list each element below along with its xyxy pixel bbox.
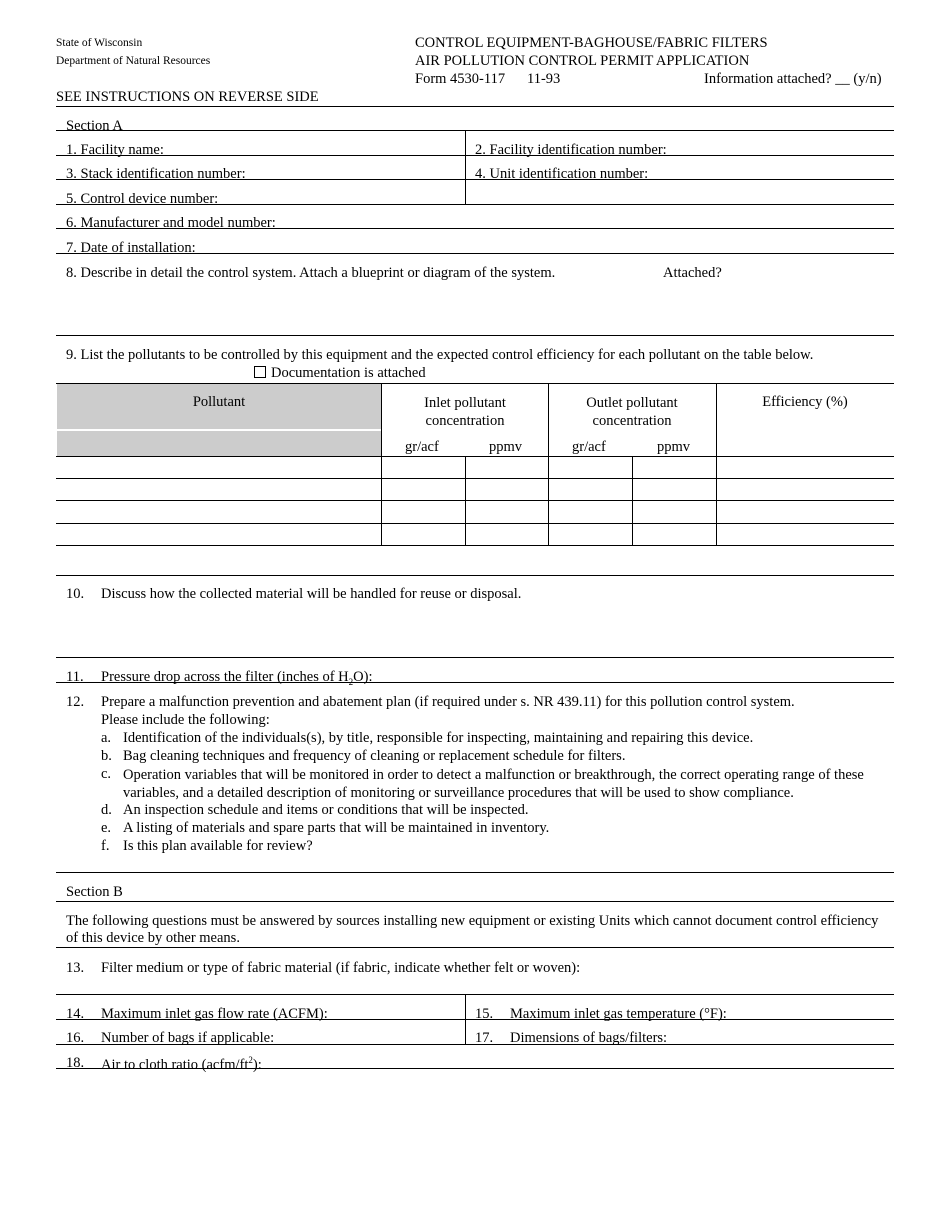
plan-item-c: Operation variables that will be monitored in order to detect a malfunction or breakthrough, the correct operating range of these variables, and a detailed description of monitoring or surveillance procedures that will be used to show compliance. [123,767,864,801]
checkbox-icon [254,366,266,378]
outlet-gr-acf-unit: gr/acf [572,439,606,455]
rule [56,155,894,156]
rule [56,947,894,948]
malfunction-plan-include-label: Please include the following: [101,712,270,728]
rule [56,575,894,576]
plan-item-c-letter: c. [101,766,112,782]
number-of-bags-field[interactable]: Number of bags if applicable: [101,1030,275,1046]
q13-number: 13. [66,960,85,976]
inlet-gr-acf-unit: gr/acf [405,439,439,455]
rule [632,456,633,545]
control-system-description-field[interactable]: 8. Describe in detail the control system. Attach a blueprint or diagram of the system. [66,265,556,281]
q11-number: 11. [66,669,84,685]
malfunction-plan-instructions: Prepare a malfunction prevention and abatement plan (if required under s. NR 439.11) for this pollution control system. [101,694,795,710]
inlet-concentration-header: Inlet pollutant concentration [424,395,506,429]
q18-number: 18. [66,1055,85,1071]
rule [56,1044,894,1045]
form-title: CONTROL EQUIPMENT-BAGHOUSE/FABRIC FILTERS [415,35,768,51]
plan-item-b-letter: b. [101,748,112,764]
pressure-drop-label: Pressure drop across the filter (inches of H [101,669,349,685]
rule [56,682,894,683]
pressure-drop-field[interactable] [101,669,372,687]
rule [56,1068,894,1069]
plan-item-e: A listing of materials and spare parts that will be maintained in inventory. [123,820,550,836]
q16-number: 16. [66,1030,85,1046]
unit-id-field[interactable]: 4. Unit identification number: [475,166,649,182]
efficiency-column-header: Efficiency (%) [762,394,848,410]
rule [465,456,466,545]
outlet-ppmv-unit: ppmv [657,439,691,455]
max-inlet-temperature-field[interactable]: Maximum inlet gas temperature (°F): [510,1006,727,1022]
facility-name-field[interactable]: 1. Facility name: [66,142,164,158]
control-device-number-field[interactable]: 5. Control device number: [66,191,219,207]
air-to-cloth-suffix: ): [252,1056,262,1073]
form-date: 11-93 [527,71,561,87]
rule [56,994,894,995]
manufacturer-model-field[interactable]: 6. Manufacturer and model number: [66,215,276,231]
section-b-intro: The following questions must be answered by sources installing new equipment or existing Units which cannot document control efficiency of this device by other means. [66,913,879,946]
air-to-cloth-label: Air to cloth ratio (acfm/ft [101,1056,249,1073]
instructions-note: SEE INSTRUCTIONS ON REVERSE SIDE [56,89,319,105]
air-to-cloth-ratio-field[interactable] [101,1055,262,1074]
rule [56,901,894,902]
pollutant-column-header: Pollutant [192,394,246,410]
facility-id-field[interactable]: 2. Facility identification number: [475,142,667,158]
air-to-cloth-superscript: 2 [248,1055,253,1065]
pollutant-list-instructions: 9. List the pollutants to be controlled by this equipment and the expected control efficiency for each pollutant on the table below. [66,347,814,363]
outlet-concentration-header: Outlet pollutant concentration [586,395,678,429]
rule [381,383,382,545]
department-label: Department of Natural Resources [56,55,211,67]
rule [56,253,894,254]
pollutant-row-1[interactable] [57,457,381,478]
rule [56,1019,894,1020]
inlet-ppmv-unit: ppmv [489,439,523,455]
rule [56,383,894,384]
blueprint-attached-field[interactable]: Attached? [663,265,722,281]
info-attached-field[interactable]: Information attached? __ (y/n) [704,71,882,87]
plan-item-f-letter: f. [101,838,110,854]
plan-item-d: An inspection schedule and items or conditions that will be inspected. [123,802,529,818]
section-a-column-divider [465,130,466,204]
q12-number: 12. [66,694,85,710]
plan-item-b: Bag cleaning techniques and frequency of cleaning or replacement schedule for filters. [123,748,626,764]
q14-number: 14. [66,1006,85,1022]
section-a-title: Section A [66,118,123,134]
filter-medium-field[interactable]: Filter medium or type of fabric material (if fabric, indicate whether felt or woven): [101,960,581,976]
rule [56,179,894,180]
plan-item-e-letter: e. [101,820,112,836]
q15-number: 15. [475,1006,494,1022]
pollutant-row-2[interactable] [57,479,381,500]
rule [56,130,894,131]
q17-number: 17. [475,1030,494,1046]
rule [548,383,549,545]
stack-id-field[interactable]: 3. Stack identification number: [66,166,246,182]
plan-review-field[interactable]: Is this plan available for review? [123,838,313,854]
rule [56,335,894,336]
plan-item-a: Identification of the individuals(s), by title, responsible for inspecting, maintaining and repairing this device. [123,730,754,746]
material-handling-field[interactable]: Discuss how the collected material will be handled for reuse or disposal. [101,586,522,602]
plan-item-a-letter: a. [101,730,112,746]
section-b-title: Section B [66,884,123,900]
rule [56,228,894,229]
documentation-attached-label: Documentation is attached [271,365,426,381]
max-inlet-flow-field[interactable]: Maximum inlet gas flow rate (ACFM): [101,1006,328,1022]
q10-number: 10. [66,586,85,602]
rule [56,657,894,658]
rule [56,872,894,873]
pollutant-row-3[interactable] [57,501,381,523]
bag-dimensions-field[interactable]: Dimensions of bags/filters: [510,1030,668,1046]
state-label: State of Wisconsin [56,37,143,49]
plan-item-d-letter: d. [101,802,112,818]
installation-date-field[interactable]: 7. Date of installation: [66,240,196,256]
documentation-attached-checkbox[interactable] [254,365,426,382]
rule [56,204,894,205]
pressure-drop-suffix: O): [353,669,373,685]
header-divider [56,106,894,107]
form-subtitle: AIR POLLUTION CONTROL PERMIT APPLICATION [415,53,750,69]
rule [56,545,894,546]
form-number: Form 4530-117 [415,71,506,87]
pollutant-row-4[interactable] [57,524,381,545]
pressure-drop-subscript: 2 [348,676,354,687]
pollutant-header-shade-bottom [57,431,381,456]
